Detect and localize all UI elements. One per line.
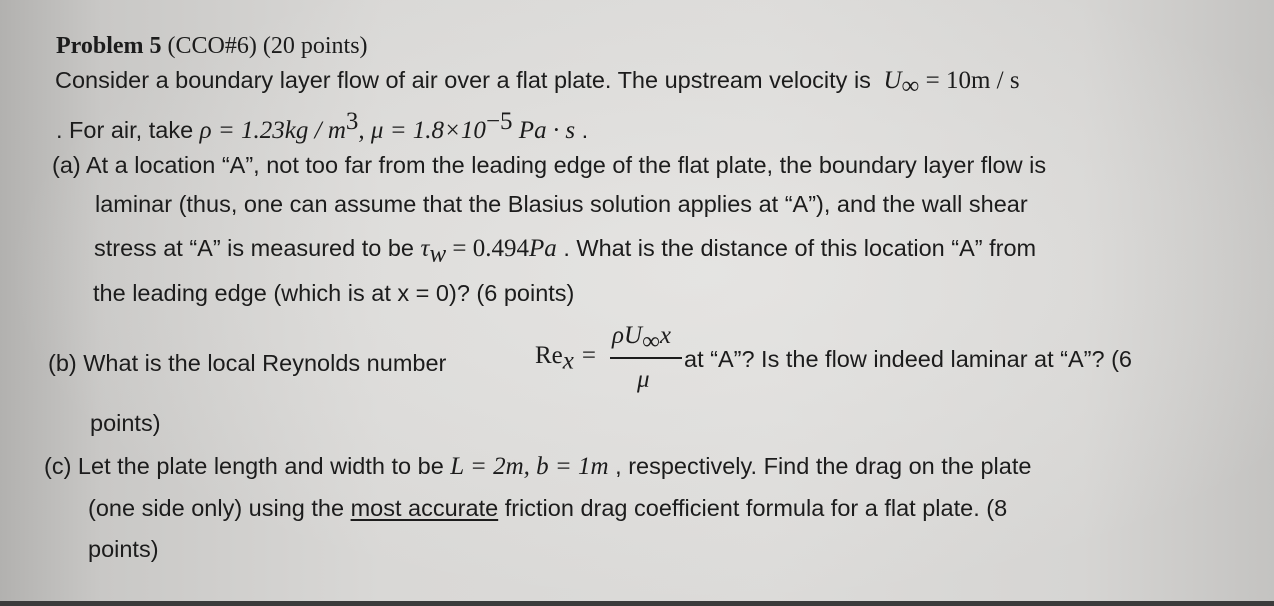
velocity-symbol: U bbox=[883, 67, 902, 94]
reynolds-subscript: x bbox=[562, 347, 574, 375]
part-c-line-2-prefix: (one side only) using the bbox=[88, 495, 351, 521]
velocity-subscript: ∞ bbox=[901, 72, 920, 100]
numerator-rho-u: ρU bbox=[612, 322, 643, 349]
part-c-line-1 bbox=[44, 451, 1031, 482]
reynolds-symbol bbox=[535, 340, 596, 375]
intro-line-2 bbox=[56, 108, 589, 146]
part-a-line-3 bbox=[94, 233, 1037, 268]
part-c-line-1-suffix: , respectively. Find the drag on the plate bbox=[608, 453, 1032, 479]
density-expression: ρ = 1.23kg / m bbox=[199, 117, 346, 144]
part-c-line-3: points) bbox=[88, 536, 159, 562]
fraction-bar bbox=[610, 357, 682, 359]
viscosity-expression: , μ = 1.8×10 bbox=[358, 117, 486, 144]
part-a-line-2: laminar (thus, one can assume that the Blasius solution applies at “A”), and the wall shear bbox=[95, 191, 1028, 217]
viscosity-unit: Pa · s bbox=[512, 117, 576, 144]
reynolds-re: Re bbox=[535, 342, 563, 369]
part-c-line-2-suffix: friction drag coefficient formula for a flat plate. (8 bbox=[498, 495, 1008, 521]
intro-line-2-end: . bbox=[575, 117, 589, 143]
part-b-suffix: at “A”? Is the flow indeed laminar at “A”? (6 bbox=[684, 346, 1133, 372]
velocity-value: = 10m / s bbox=[919, 67, 1020, 94]
fraction-denominator: μ bbox=[637, 366, 650, 393]
part-b-prefix: (b) What is the local Reynolds number bbox=[48, 350, 447, 376]
intro-line-1 bbox=[55, 65, 1020, 100]
wall-shear-value: = 0.494 bbox=[446, 235, 530, 262]
numerator-subscript: ∞ bbox=[642, 328, 660, 355]
reynolds-equals: = bbox=[581, 342, 596, 369]
wall-shear-unit: Pa bbox=[529, 235, 557, 262]
part-c-prefix: (c) Let the plate length and width to be bbox=[44, 453, 451, 479]
numerator-x: x bbox=[659, 322, 671, 349]
intro-text: Consider a boundary layer flow of air over a flat plate. The upstream velocity is bbox=[55, 67, 871, 93]
air-properties-prefix: . For air, take bbox=[56, 117, 200, 143]
part-a-line-4: the leading edge (which is at x = 0)? (6 points) bbox=[93, 280, 575, 306]
part-a-line-1: (a) At a location “A”, not too far from the leading edge of the flat plate, the boundary layer flow is bbox=[52, 152, 1047, 178]
problem-number: Problem 5 bbox=[56, 33, 162, 59]
wall-shear-symbol: τ bbox=[420, 235, 430, 262]
plate-dimensions: L = 2m, b = 1m bbox=[450, 453, 609, 480]
part-a-line-3-suffix: . What is the distance of this location “A” from bbox=[556, 235, 1037, 261]
part-a-line-3-prefix: stress at “A” is measured to be bbox=[94, 235, 421, 261]
density-exponent: 3 bbox=[345, 108, 359, 136]
fraction-numerator bbox=[612, 322, 671, 355]
problem-header bbox=[56, 31, 368, 61]
underlined-phrase: most accurate bbox=[350, 495, 499, 521]
problem-header-rest: (CCO#6) (20 points) bbox=[167, 33, 368, 59]
part-c-line-2 bbox=[88, 493, 1007, 523]
viscosity-exponent: −5 bbox=[485, 108, 513, 136]
part-b-line-2: points) bbox=[90, 410, 161, 436]
reynolds-fraction bbox=[610, 318, 682, 398]
wall-shear-subscript: w bbox=[429, 240, 447, 268]
bottom-edge bbox=[0, 601, 1274, 606]
